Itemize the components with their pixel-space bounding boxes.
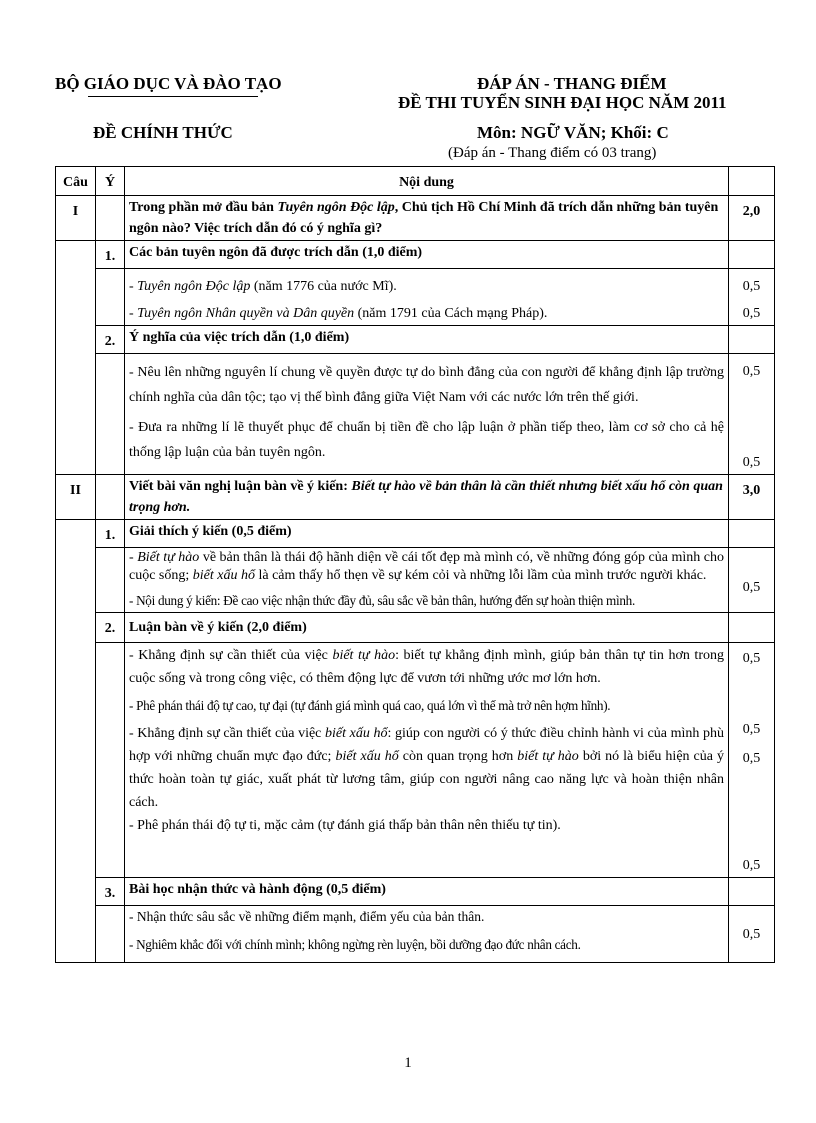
q1-part1-number: 1. (96, 241, 125, 269)
table-header-row (56, 167, 775, 196)
q2-part3-number: 3. (96, 878, 125, 906)
q1-score: 2,0 (729, 196, 775, 241)
list-item: - Nêu lên những nguyên lí chung về quyền được tự do bình đẳng của con người để khẳng định lập trường chính nghĩa của dân tộc; tạo vị thế bình đẳng giữa Việt Nam với các nước lớn trên thế giới. (129, 365, 724, 405)
q2-part2-title: Luận bàn về ý kiến (2,0 điểm) (125, 613, 729, 643)
q2-part1-title: Giải thích ý kiến (0,5 điểm) (125, 520, 729, 548)
q2-part2-content-row (56, 643, 775, 878)
q2-prompt-row (56, 475, 775, 520)
q2-part1-number: 1. (96, 520, 125, 548)
q1-part1-title-row (56, 241, 775, 269)
list-item: - Nghiêm khắc đối với chính mình; không ngừng rèn luyện, bồi dưỡng đạo đức nhân cách. (129, 937, 581, 953)
col-header-cau: Câu (56, 167, 96, 196)
q2-part3-title: Bài học nhận thức và hành động (0,5 điểm) (125, 878, 729, 906)
ministry-name: BỘ GIÁO DỤC VÀ ĐÀO TẠO (55, 74, 282, 93)
q1-part2-content-row (56, 354, 775, 475)
list-item: - Tuyên ngôn Độc lập (năm 1776 của nước Mĩ). (129, 279, 397, 294)
q2-part2-number: 2. (96, 613, 125, 643)
page-number: 1 (404, 1055, 412, 1071)
q1-part2-content (125, 354, 729, 475)
list-item: - Phê phán thái độ tự cao, tự đại (tự đánh giá mình quá cao, quá lớn vì thế mà trở nên hợm hĩnh). (129, 698, 611, 714)
q1-part2-title: Ý nghĩa của việc trích dẫn (1,0 điểm) (125, 326, 729, 354)
answer-title: ĐÁP ÁN - THANG ĐIỂM (477, 74, 667, 93)
q1-number: I (56, 196, 96, 241)
q1-part2-points: 0,5 0,5 (729, 354, 775, 475)
q1-prompt-row (56, 196, 775, 241)
q2-part3-points: 0,5 (729, 906, 775, 963)
col-header-content: Nội dung (125, 167, 729, 196)
col-header-score (729, 167, 775, 196)
q2-part1-points: 0,5 (729, 548, 775, 613)
q2-part2-points: 0,5 0,5 0,5 0,5 (729, 643, 775, 878)
q2-prompt: Viết bài văn nghị luận bàn về ý kiến: Biết tự hào về bản thân là cần thiết nhưng biết xấu hổ còn quan trọng hơn. (125, 475, 729, 520)
q2-number: II (56, 475, 96, 520)
q2-part3-content (125, 906, 729, 963)
list-item: - Biết tự hào về bản thân là thái độ hãnh diện về cái tốt đẹp mà mình có, về những đóng góp của mình cho cuộc sống; biết xấu hổ là cảm thấy hổ thẹn về sự kém cỏi và những lỗi lầm của mình trước người khác. (129, 550, 724, 584)
q1-part2-title-row (56, 326, 775, 354)
q2-part3-title-row (56, 878, 775, 906)
exam-title: ĐỀ THI TUYỂN SINH ĐẠI HỌC NĂM 2011 (398, 93, 727, 112)
ministry-underline (88, 96, 258, 97)
official-label: ĐỀ CHÍNH THỨC (93, 123, 233, 142)
q2-part1-content (125, 548, 729, 613)
list-item: - Đưa ra những lí lẽ thuyết phục để chuẩn bị tiền đề cho lập luận ở phần tiếp theo, làm cơ sở cho cả hệ thống lập luận của bản tuyên ngôn. (129, 420, 724, 460)
q1-empty-cell (96, 196, 125, 241)
list-item: - Khẳng định sự cần thiết của việc biết tự hào: biết tự khẳng định mình, giúp bản thân tự tin hơn trong cuộc sống và trong công việc, có thêm động lực để vươn tới những ước mơ lớn hơn. (129, 648, 724, 687)
list-item: - Khẳng định sự cần thiết của việc biết xấu hổ: giúp con người có ý thức điều chỉnh hành vi của mình phù hợp với những chuẩn mực đạo đức; biết xấu hổ còn quan trọng hơn biết tự hào bởi nó là biểu hiện của ý thức hoàn toàn tự giác, xuất phát từ lương tâm, giúp con người nâng cao năng lực và hoàn thiện nhân cách. (129, 726, 725, 811)
q1-part1-points: 0,5 0,5 (729, 269, 775, 326)
q2-part2-content (125, 643, 729, 878)
q1-part1-content (125, 269, 729, 326)
q2-part2-title-row (56, 613, 775, 643)
pages-note: (Đáp án - Thang điểm có 03 trang) (448, 145, 657, 161)
list-item: - Phê phán thái độ tự ti, mặc cảm (tự đánh giá thấp bản thân nên thiếu tự tin). (129, 817, 561, 833)
q2-part1-content-row (56, 548, 775, 613)
list-item: - Nội dung ý kiến: Đề cao việc nhận thức đầy đủ, sâu sắc về bản thân, hướng đến sự hoàn thiện mình. (129, 593, 635, 609)
q1-part1-title: Các bản tuyên ngôn đã được trích dẫn (1,0 điểm) (125, 241, 729, 269)
list-item: - Tuyên ngôn Nhân quyền và Dân quyền (năm 1791 của Cách mạng Pháp). (129, 306, 548, 321)
list-item: - Nhận thức sâu sắc về những điểm mạnh, điểm yếu của bản thân. (129, 909, 485, 925)
subject-line: Môn: NGỮ VĂN; Khối: C (477, 123, 669, 142)
answer-table (55, 166, 775, 963)
q2-score: 3,0 (729, 475, 775, 520)
q2-part1-title-row (56, 520, 775, 548)
q2-part3-content-row (56, 906, 775, 963)
q1-prompt: Trong phần mở đầu bản Tuyên ngôn Độc lập, Chủ tịch Hồ Chí Minh đã trích dẫn những bản tuyên ngôn nào? Việc trích dẫn đó có ý nghĩa gì? (125, 196, 729, 241)
q1-part1-content-row (56, 269, 775, 326)
q1-part2-number: 2. (96, 326, 125, 354)
col-header-y: Ý (96, 167, 125, 196)
